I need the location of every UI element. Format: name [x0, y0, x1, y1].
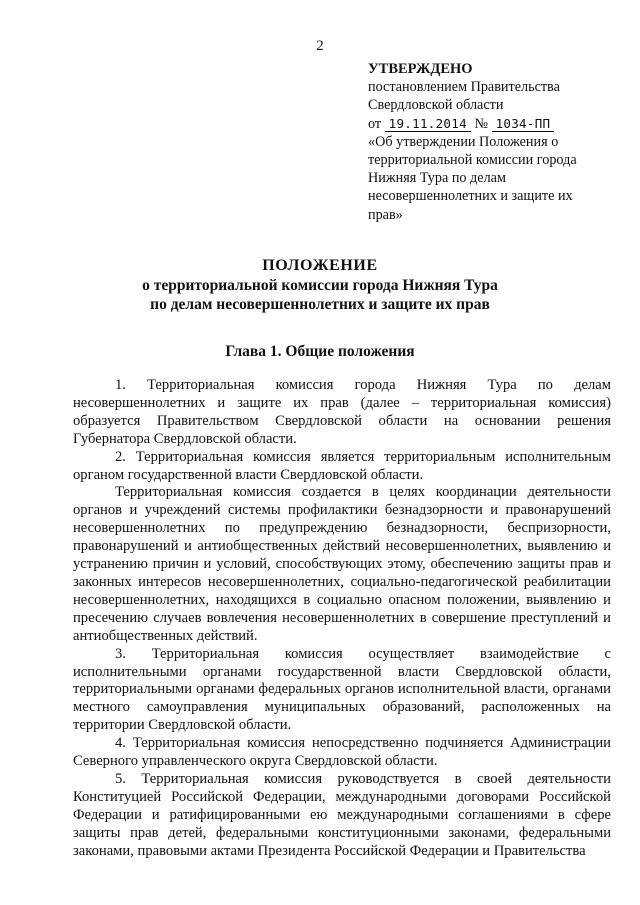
approval-heading: УТВЕРЖДЕНО	[368, 61, 473, 77]
paragraph-6: 5. Территориальная комиссия руководствуется в своей деятельности Конституцией Российской Федерации, международными договорами Российской Федерации и ратифицированными ею международными соглашениями в сфере защиты прав детей, федеральными конституционными законами, федеральными законами, правовыми актами Президента Российской Федерации и Правительства	[73, 770, 611, 859]
document-body	[73, 377, 611, 860]
title-sub-1: о территориальной комиссии города Нижняя Тура	[142, 276, 498, 294]
approval-line-6: Нижняя Тура по делам	[368, 170, 506, 187]
approval-date: 19.11.2014	[385, 116, 471, 132]
approval-line-8: прав»	[368, 206, 403, 223]
approval-line-7: несовершеннолетних и защите их	[368, 188, 573, 205]
approval-number: 1034-ПП	[492, 116, 555, 132]
title-main: ПОЛОЖЕНИЕ	[262, 257, 378, 274]
approval-line-1: постановлением Правительства	[368, 79, 560, 96]
paragraph-2: 2. Территориальная комиссия является территориальным исполнительным органом государственной власти Свердловской области.	[73, 448, 611, 483]
title-sub-2: по делам несовершеннолетних и защите их прав	[150, 296, 490, 313]
paragraph-1: 1. Территориальная комиссия города Нижняя Тура по делам несовершеннолетних и защите их прав (далее – территориальная комиссия) образуется Правительством Свердловской области на основании решения Губернатора Свердловской области.	[73, 377, 611, 447]
chapter-heading: Глава 1. Общие положения	[225, 343, 415, 360]
approval-line-5: территориальной комиссии города	[368, 152, 577, 169]
page-number: 2	[316, 38, 324, 54]
date-prefix: от	[368, 115, 382, 132]
number-prefix: №	[474, 115, 489, 132]
paragraph-3: Территориальная комиссия создается в целях координации деятельности органов и учреждений системы профилактики безнадзорности и правонарушений несовершеннолетних по предупреждению безнадзорности, беспризорности, правонарушений и антиобщественных действий несовершеннолетних, выявлению и устранению причин и условий, способствующих этому, обеспечению защиты прав и законных интересов несовершеннолетних, социально-педагогической реабилитации несовершеннолетних, находящихся в социально опасном положении, выявлению и пресечению случаев вовлечения несовершеннолетних в совершение преступлений и антиобщественных действий.	[73, 484, 611, 644]
paragraph-5: 4. Территориальная комиссия непосредственно подчиняется Администрации Северного управленческого округа Свердловской области.	[73, 735, 611, 770]
approval-stamp	[368, 60, 630, 224]
paragraph-4: 3. Территориальная комиссия осуществляет взаимодействие с исполнительными органами государственной власти Свердловской области, территориальными органами федеральных органов исполнительной власти, органами местного самоуправления муниципальных образований, расположенных на территории Свердловской области.	[73, 645, 611, 734]
document-title	[0, 256, 640, 315]
approval-line-2: Свердловской области	[368, 97, 504, 114]
approval-date-line	[368, 115, 630, 133]
approval-line-4: «Об утверждении Положения о	[368, 133, 559, 150]
